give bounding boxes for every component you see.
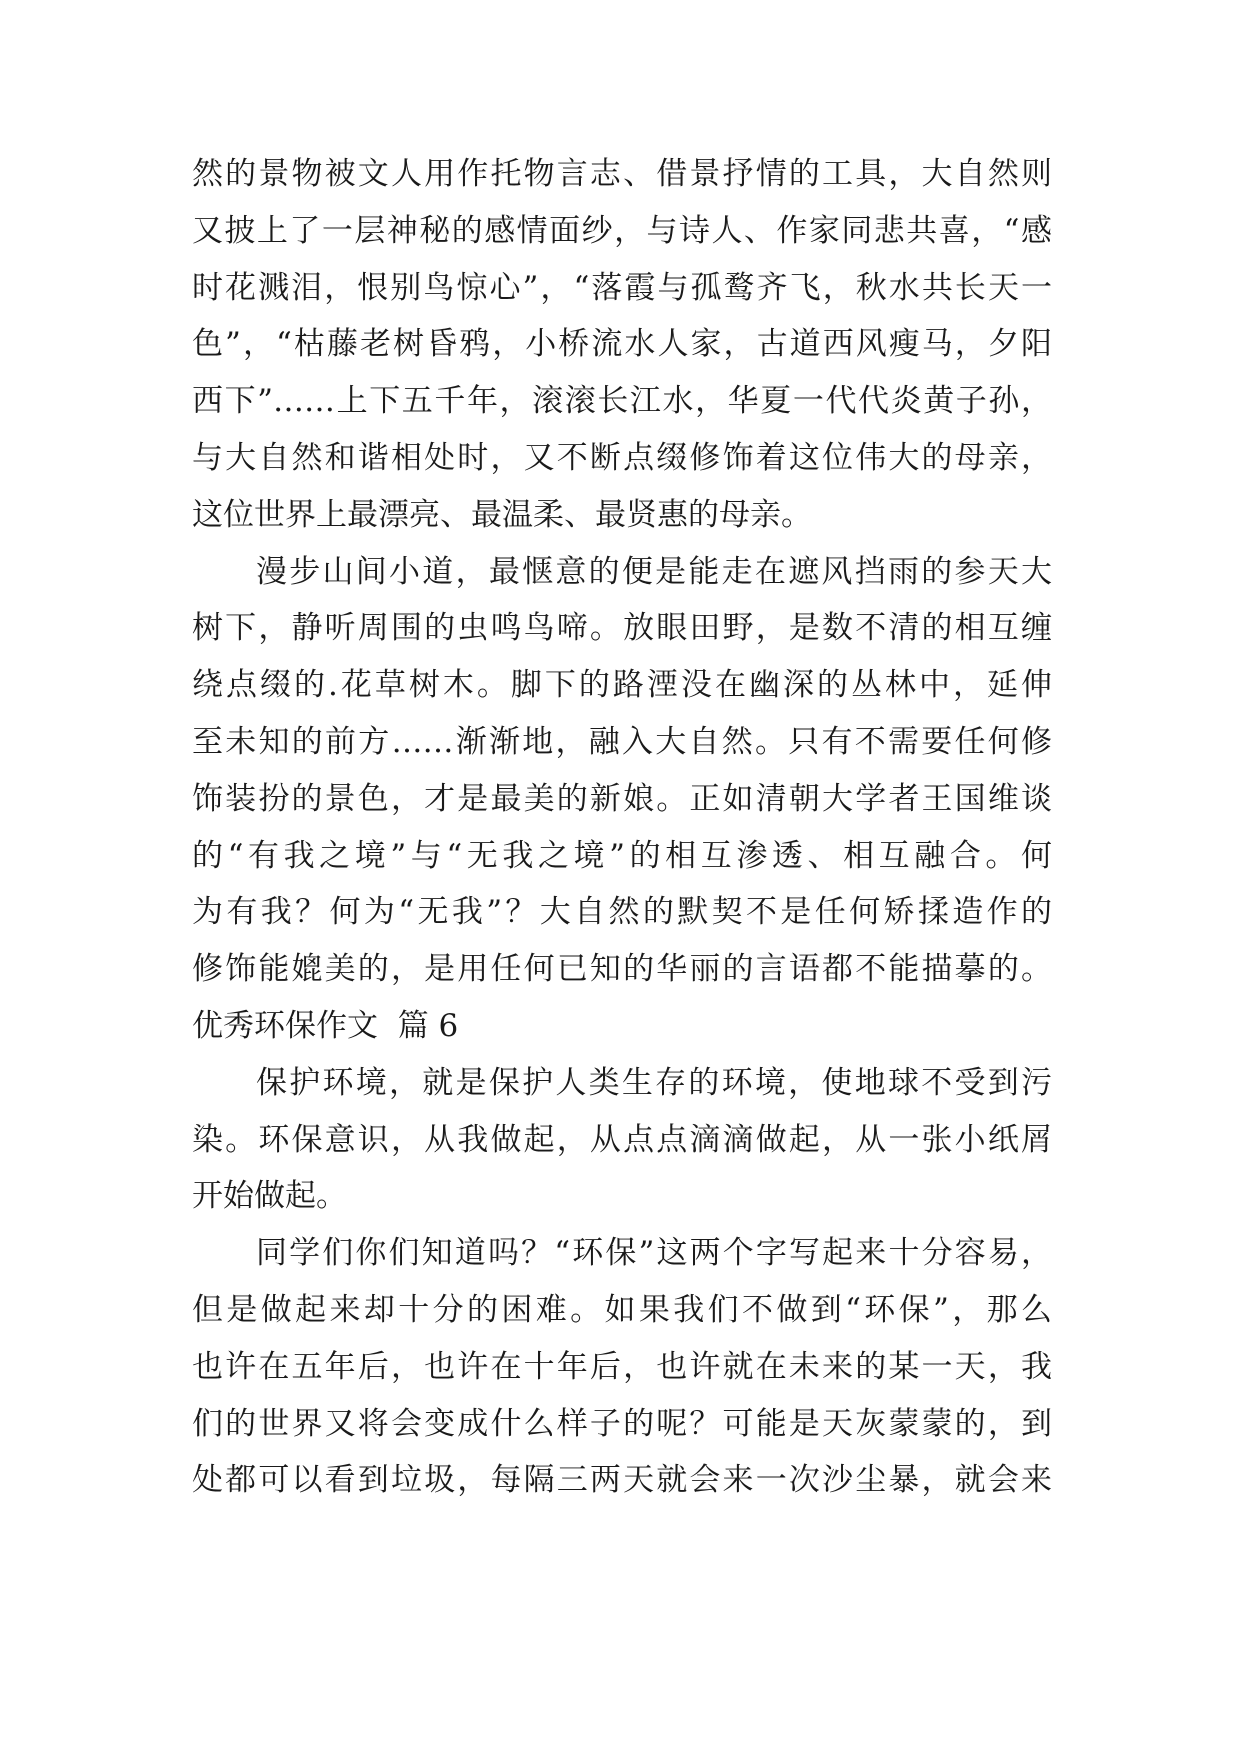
text-line: 的“有我之境”与“无我之境”的相互渗透、相互融合。何 (192, 837, 1052, 874)
text-line: 饰装扮的景色，才是最美的新娘。正如清朝大学者王国维谈 (192, 780, 1052, 817)
text-line: 又披上了一层神秘的感情面纱，与诗人、作家同悲共喜，“感 (192, 212, 1052, 249)
text-line: 时花溅泪，恨别鸟惊心”，“落霞与孤鹜齐飞，秋水共长天一 (192, 269, 1052, 306)
paragraph-3 (192, 1055, 1052, 1225)
section-heading (192, 998, 1052, 1055)
text-line: 树下，静听周围的虫鸣鸟啼。放眼田野，是数不清的相互缠 (192, 610, 1052, 647)
text-line: 然的景物被文人用作托物言志、借景抒情的工具，大自然则 (192, 156, 1052, 192)
text-line: 至未知的前方……渐渐地，融入大自然。只有不需要任何修 (192, 723, 1052, 760)
heading-text: 优秀环保作文 篇 6 (192, 1007, 459, 1044)
paragraph-2 (192, 544, 1052, 998)
text-line: 染。环保意识，从我做起，从点点滴滴做起，从一张小纸屑 (192, 1121, 1052, 1158)
text-line: 色”，“枯藤老树昏鸦，小桥流水人家，古道西风瘦马，夕阳 (192, 326, 1052, 363)
paragraph-4 (192, 1225, 1052, 1509)
text-line: 处都可以看到垃圾，每隔三两天就会来一次沙尘暴，就会来 (192, 1462, 1052, 1499)
text-line: 西下”……上下五千年，滚滚长江水，华夏一代代炎黄子孙， (192, 383, 1052, 420)
text-line: 漫步山间小道，最惬意的便是能走在遮风挡雨的参天大 (256, 553, 1052, 590)
text-line: 也许在五年后，也许在十年后，也许就在未来的某一天，我 (192, 1348, 1052, 1385)
text-line: 修饰能媲美的，是用任何已知的华丽的言语都不能描摹的。 (192, 951, 1052, 988)
paragraph-1 (192, 146, 1052, 544)
text-line: 同学们你们知道吗？“环保”这两个字写起来十分容易， (256, 1235, 1052, 1272)
text-line: 为有我？何为“无我”？大自然的默契不是任何矫揉造作的 (192, 894, 1052, 931)
text-line: 但是做起来却十分的困难。如果我们不做到“环保”，那么 (192, 1291, 1052, 1328)
text-line: 与大自然和谐相处时，又不断点缀修饰着这位伟大的母亲， (192, 439, 1052, 476)
text-line: 们的世界又将会变成什么样子的呢？可能是天灰蒙蒙的，到 (192, 1405, 1052, 1442)
text-line: 保护环境，就是保护人类生存的环境，使地球不受到污 (256, 1064, 1052, 1101)
text-line: 开始做起。 (192, 1178, 347, 1215)
document-body (192, 146, 1052, 1509)
text-line: 绕点缀的.花草树木。脚下的路湮没在幽深的丛林中，延伸 (192, 667, 1052, 704)
text-line: 这位世界上最漂亮、最温柔、最贤惠的母亲。 (192, 496, 812, 533)
